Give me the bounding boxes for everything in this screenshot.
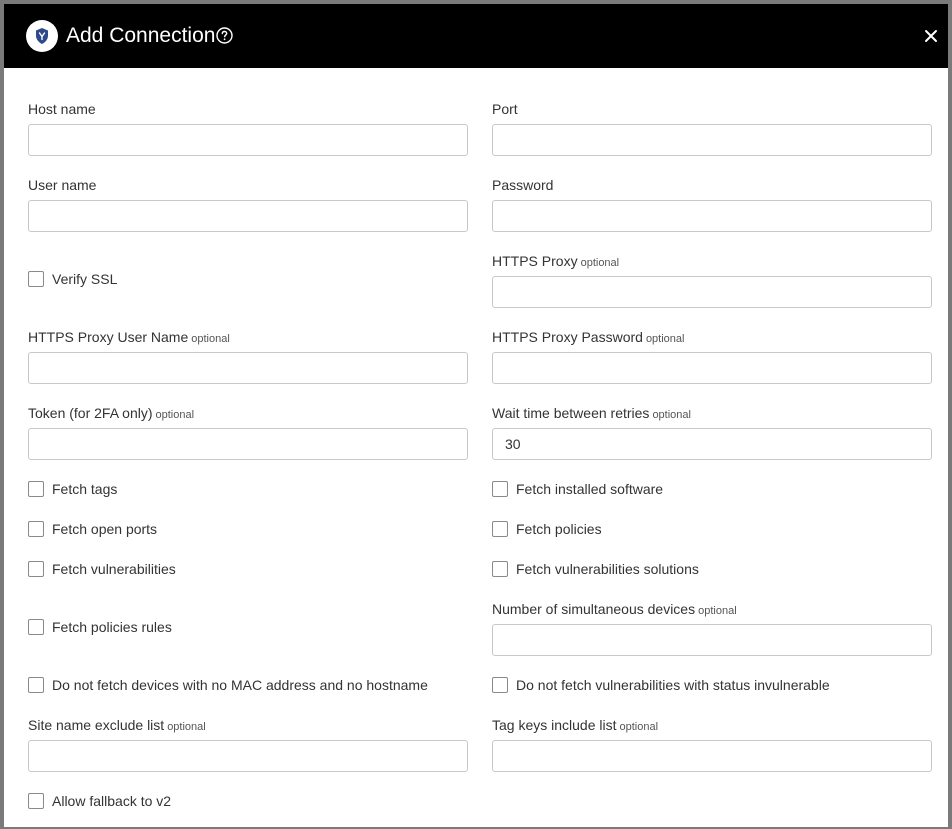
dialog-header bbox=[4, 4, 948, 68]
verify-ssl-label: Verify SSL bbox=[52, 271, 118, 287]
fetch-policies-rules-label: Fetch policies rules bbox=[52, 619, 172, 635]
add-connection-dialog bbox=[4, 4, 948, 827]
fetch-policies-label: Fetch policies bbox=[516, 521, 602, 537]
help-circle-icon[interactable] bbox=[216, 27, 233, 44]
shield-icon bbox=[26, 20, 58, 52]
https-proxy-user-name-label: HTTPS Proxy User Name optional bbox=[28, 329, 230, 345]
fetch-vulnerabilities-label: Fetch vulnerabilities bbox=[52, 561, 176, 577]
fetch-open-ports-label: Fetch open ports bbox=[52, 521, 158, 537]
https-proxy-user-name-input[interactable] bbox=[28, 352, 468, 384]
https-proxy-label: HTTPS Proxy optional bbox=[492, 253, 620, 269]
optional-tag: optional bbox=[645, 333, 685, 345]
no-invulnerable-checkbox[interactable] bbox=[492, 677, 508, 693]
fetch-vulnerabilities-checkbox[interactable] bbox=[28, 561, 44, 577]
fetch-installed-software-label: Fetch installed software bbox=[516, 481, 664, 497]
close-icon[interactable] bbox=[922, 27, 940, 45]
optional-tag: optional bbox=[155, 409, 195, 421]
port-label: Port bbox=[492, 101, 518, 117]
optional-tag: optional bbox=[619, 721, 659, 733]
token-input[interactable] bbox=[28, 428, 468, 460]
fetch-vulnerabilities-solutions-checkbox[interactable] bbox=[492, 561, 508, 577]
allow-fallback-v2-label: Allow fallback to v2 bbox=[52, 793, 172, 809]
fetch-installed-software-checkbox[interactable] bbox=[492, 481, 508, 497]
fetch-tags-checkbox[interactable] bbox=[28, 481, 44, 497]
allow-fallback-v2-checkbox[interactable] bbox=[28, 793, 44, 809]
optional-tag: optional bbox=[167, 721, 206, 733]
tag-keys-include-label: Tag keys include list optional bbox=[492, 717, 659, 733]
port-input[interactable] bbox=[492, 124, 932, 156]
no-mac-no-hostname-label: Do not fetch devices with no MAC address and no hostname bbox=[52, 677, 428, 693]
simultaneous-devices-input[interactable] bbox=[492, 624, 932, 656]
password-label: Password bbox=[492, 177, 554, 193]
host-name-label: Host name bbox=[28, 101, 96, 117]
optional-tag: optional bbox=[652, 409, 691, 421]
wait-time-label: Wait time between retries optional bbox=[492, 405, 691, 421]
user-name-input[interactable] bbox=[28, 200, 468, 232]
no-invulnerable-label: Do not fetch vulnerabilities with status invulnerable bbox=[516, 677, 830, 693]
token-label: Token (for 2FA only) optional bbox=[28, 405, 195, 421]
host-name-input[interactable] bbox=[28, 124, 468, 156]
verify-ssl-checkbox[interactable] bbox=[28, 271, 44, 287]
fetch-tags-label: Fetch tags bbox=[52, 481, 118, 497]
tag-keys-include-input[interactable] bbox=[492, 740, 932, 772]
https-proxy-input[interactable] bbox=[492, 276, 932, 308]
password-input[interactable] bbox=[492, 200, 932, 232]
optional-tag: optional bbox=[191, 333, 230, 345]
fetch-policies-checkbox[interactable] bbox=[492, 521, 508, 537]
site-name-exclude-input[interactable] bbox=[28, 740, 468, 772]
fetch-policies-rules-checkbox[interactable] bbox=[28, 619, 44, 635]
https-proxy-password-label: HTTPS Proxy Password optional bbox=[492, 329, 685, 345]
https-proxy-password-input[interactable] bbox=[492, 352, 932, 384]
no-mac-no-hostname-checkbox[interactable] bbox=[28, 677, 44, 693]
dialog-title: Add Connection bbox=[66, 24, 216, 47]
optional-tag: optional bbox=[698, 605, 737, 617]
site-name-exclude-label: Site name exclude list optional bbox=[28, 717, 206, 733]
wait-time-input[interactable] bbox=[492, 428, 932, 460]
user-name-label: User name bbox=[28, 177, 97, 193]
fetch-open-ports-checkbox[interactable] bbox=[28, 521, 44, 537]
optional-tag: optional bbox=[580, 257, 620, 269]
simultaneous-devices-label: Number of simultaneous devices optional bbox=[492, 601, 737, 617]
fetch-vulnerabilities-solutions-label: Fetch vulnerabilities solutions bbox=[516, 561, 699, 577]
